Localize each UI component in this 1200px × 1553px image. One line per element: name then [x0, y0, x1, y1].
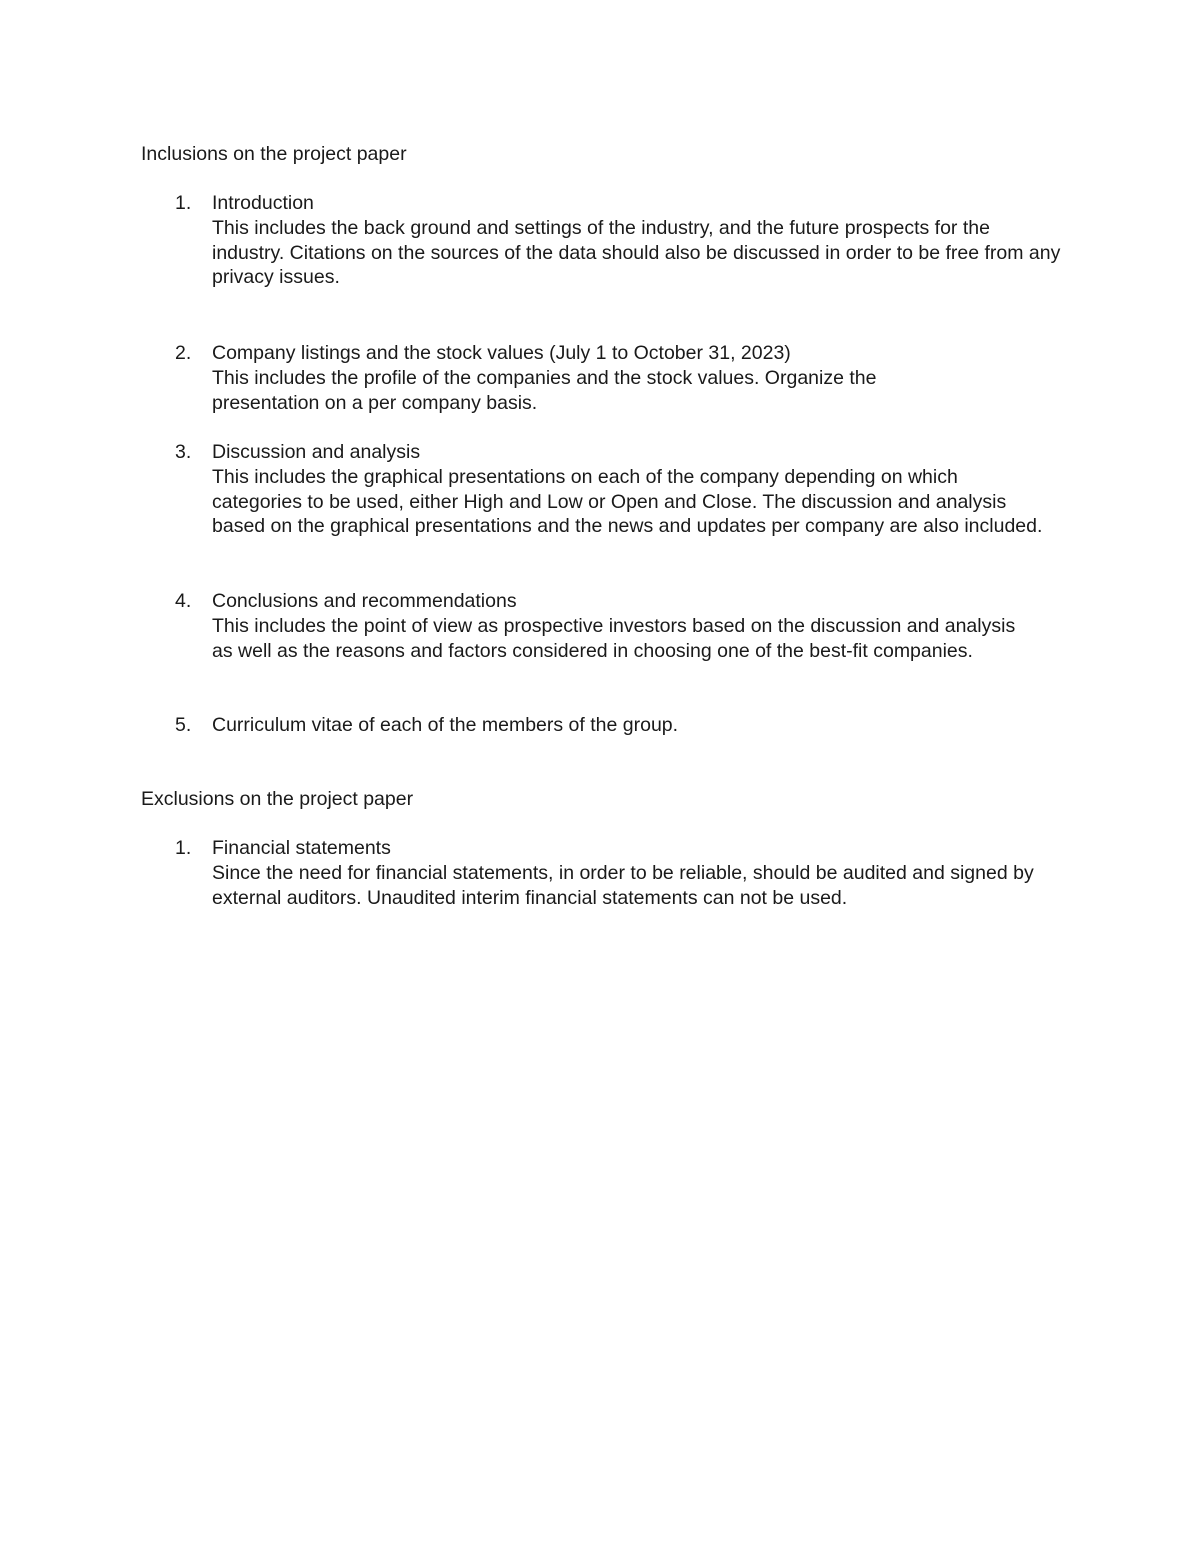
item-title: Conclusions and recommendations — [212, 590, 517, 612]
inclusions-heading: Inclusions on the project paper — [141, 143, 407, 165]
list-number: 2. — [175, 342, 192, 364]
inclusion-item-4 — [141, 589, 1061, 663]
item-description: This includes the graphical presentations on each of the company depending on which categories to be used, either High and Low or Open and Close. The discussion and analysis based on the graphical presentations and the news and updates per company are also included. — [212, 465, 1043, 538]
item-title: Introduction — [212, 192, 314, 214]
item-description: This includes the point of view as prospective investors based on the discussion and analysis as well as the reasons and factors considered in choosing one of the best-fit companies. — [212, 614, 1016, 662]
item-title: Discussion and analysis — [212, 441, 421, 463]
item-description: This includes the back ground and settings of the industry, and the future prospects for the industry. Citations on the sources of the data should also be discussed in order to be free from any privacy issues. — [212, 216, 1061, 289]
item-title: Company listings and the stock values (July 1 to October 31, 2023) — [212, 342, 791, 364]
list-number: 5. — [175, 714, 192, 736]
list-number: 4. — [175, 590, 192, 612]
inclusion-item-5 — [141, 713, 1061, 738]
list-number: 3. — [175, 441, 192, 463]
inclusion-item-3 — [141, 440, 1061, 539]
exclusion-item-1 — [141, 836, 1061, 910]
inclusion-item-2 — [141, 341, 1061, 415]
list-number: 1. — [175, 192, 192, 214]
exclusions-heading: Exclusions on the project paper — [141, 788, 414, 810]
item-title: Curriculum vitae of each of the members of the group. — [212, 714, 679, 736]
item-description: Since the need for financial statements, in order to be reliable, should be audited and signed by external auditors. Unaudited interim financial statements can not be used. — [212, 861, 1034, 909]
inclusion-item-1 — [141, 191, 1061, 290]
item-title: Financial statements — [212, 837, 391, 859]
list-number: 1. — [175, 837, 192, 859]
item-description: This includes the profile of the companies and the stock values. Organize the presentation on a per company basis. — [212, 366, 877, 414]
